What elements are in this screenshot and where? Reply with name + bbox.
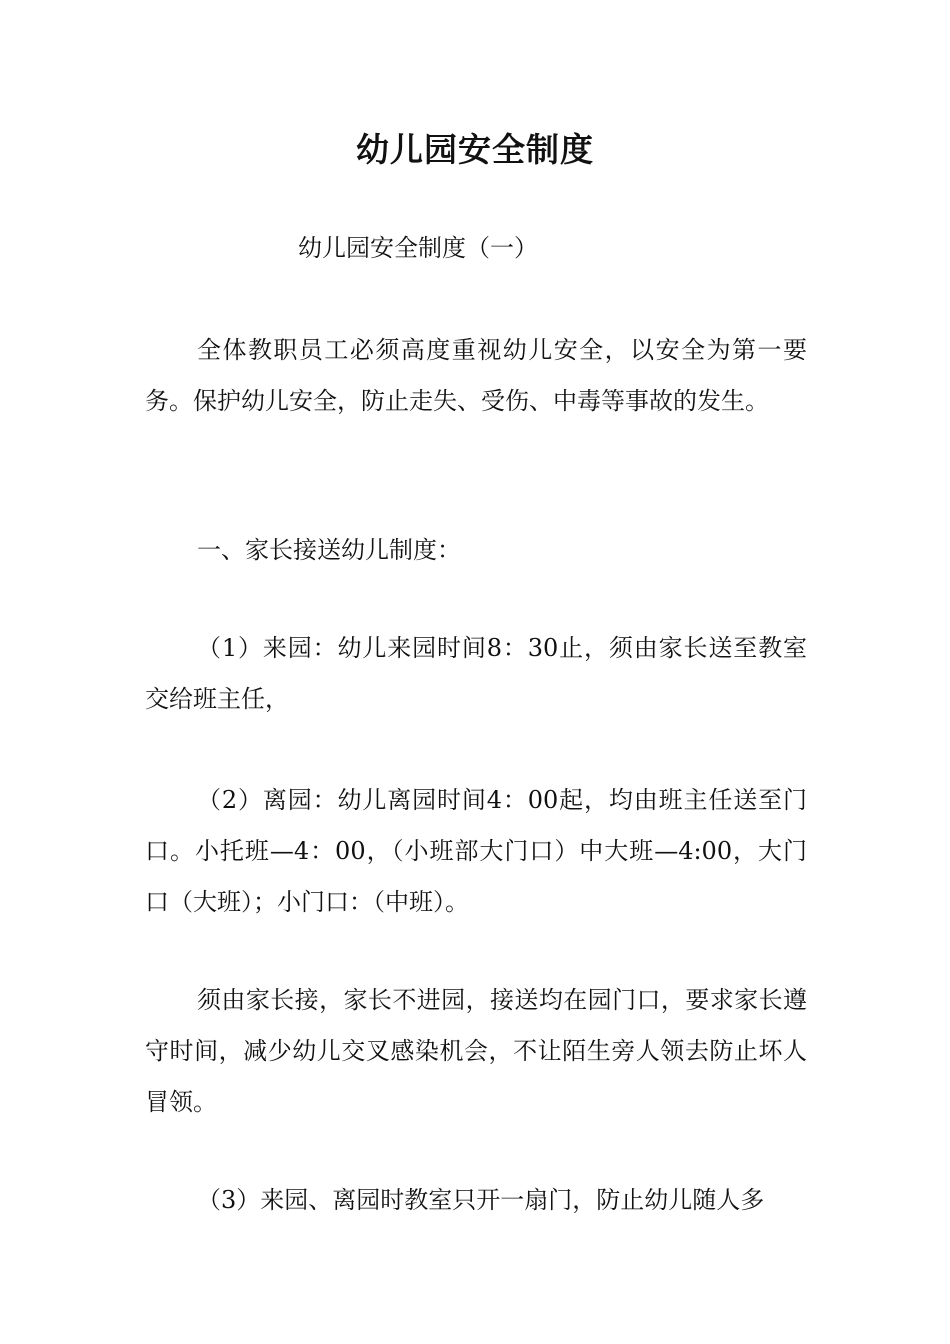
paragraph-door-rule: （3）来园、离园时教室只开一扇门，防止幼儿随人多 — [197, 1186, 765, 1214]
document-subtitle: 幼儿园安全制度（一） — [298, 234, 538, 262]
paragraph-parent-pickup: 须由家长接，家长不进园，接送均在园门口，要求家长遵守时间，减少幼儿交叉感染机会，不让陌生旁人领去防止坏人冒领。 — [145, 986, 807, 1116]
paragraph-departure: （2）离园：幼儿离园时间4：00起，均由班主任送至门口。小托班—4：00，（小班部大门口）中大班—4:00，大门口（大班）；小门口：（中班）。 — [145, 786, 807, 916]
paragraph-section-heading: 一、家长接送幼儿制度： — [197, 536, 461, 564]
paragraph-safety-intro: 全体教职员工必须高度重视幼儿安全，以安全为第一要务。保护幼儿安全，防止走失、受伤、中毒等事故的发生。 — [145, 336, 807, 415]
document-title: 幼儿园安全制度 — [356, 130, 594, 169]
paragraph-arrival: （1）来园：幼儿来园时间8：30止，须由家长送至教室交给班主任， — [145, 634, 807, 713]
